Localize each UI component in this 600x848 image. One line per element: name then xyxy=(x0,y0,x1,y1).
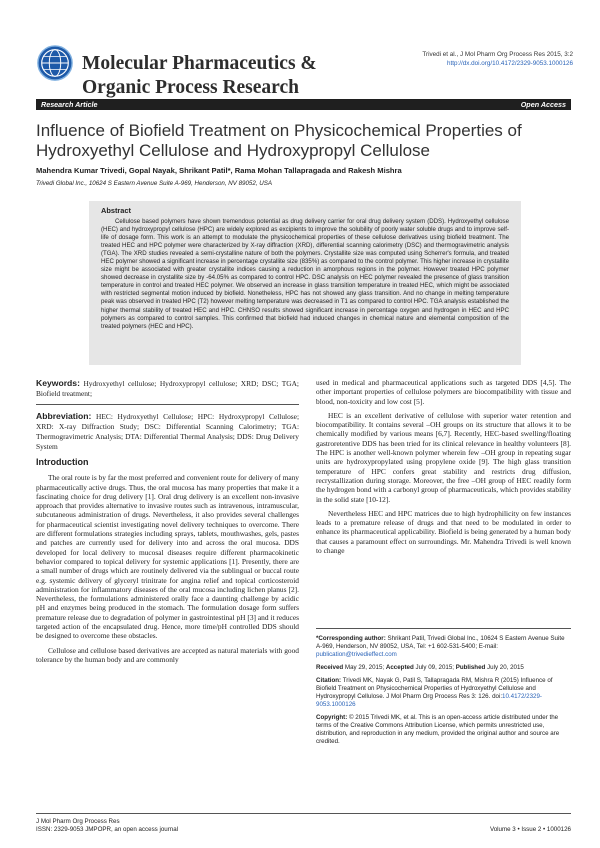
corresponding-author-label: *Corresponding author: xyxy=(316,635,386,642)
introduction-heading: Introduction xyxy=(36,457,89,467)
journal-logo-icon xyxy=(36,44,74,82)
publication-dates xyxy=(316,664,571,672)
header-citation-text: Trivedi et al., J Mol Pharm Org Process Res 2015, 3:2 xyxy=(422,51,573,58)
article-title: Influence of Biofield Treatment on Physicochemical Properties of Hydroxyethyl Cellulose and Hydroxypropyl Cellulose xyxy=(36,121,522,160)
footer-issn: ISSN: 2329-9053 JMPOPR, an open access journal xyxy=(36,826,179,833)
keywords-label: Keywords: xyxy=(36,378,80,388)
accepted-label: Accepted xyxy=(385,664,414,671)
corresponding-author-text: Shrikant Patil, Trivedi Global Inc., 10624 S Eastern Avenue Suite A-969, Henderson, NV 89052, USA, Tel: +1 602-531-5400; E-mail: xyxy=(316,635,565,650)
introduction-paragraph-2: Cellulose and cellulose based derivatives are accepted as natural materials with good tolerance by the human body and are commonly xyxy=(36,645,299,664)
abbreviation-paragraph xyxy=(36,411,299,452)
keywords-paragraph xyxy=(36,378,299,399)
article-type-banner xyxy=(36,99,571,110)
journal-name-line2: Organic Process Research xyxy=(82,77,299,98)
keywords-text: Hydroxyethyl cellulose; Hydroxypropyl cellulose; XRD; DSC; TGA; Biofield treatment; xyxy=(36,379,299,398)
citation-paragraph xyxy=(316,677,571,709)
journal-name-line1: Molecular Pharmaceutics & xyxy=(82,53,317,74)
body-paragraph-1: HEC is an excellent derivative of cellulose with superior water retention and biocompatibility. It contains several –OH groups on its structure that allows it to be chemically modified by various means [6,7]. Recently, HEC-based swelling/floating gastroretentive DDS has been tried for its clinical relevance in healthy volunteers [8]. The HPC is another well-known polymer wherein few –OH group in repeating sugar units are hydroxypropylated using propylene oxide [9]. The high glass transition temperature of HPC confers great stability and restricts drug diffusion, recrystallization during storage. Moreover, the free –OH group of HEC readily form the hydrogen bond with a carbonyl group of pharmaceuticals, which provides stability in the solid state [10-12]. xyxy=(316,410,571,504)
citation-doi-link[interactable]: 10.4172/2329-9053.1000126 xyxy=(316,693,542,708)
body-paragraph-0: used in medical and pharmaceutical applications such as targeted DDS [4,5]. The other important properties of cellulose polymers are biocompatibility with tissue and blood, non-toxicity and low cost [5]. xyxy=(316,378,571,406)
citation-text: Trivedi MK, Nayak G, Patil S, Tallapragada RM, Mishra R (2015) Influence of Biofield Treatment on Physicochemical Properties of Hydroxyethyl Cellulose and Hydroxypropyl Cellulose. J Mol Pharm Org Process Res 3: 126. doi: xyxy=(316,677,553,700)
footer-volume-issue: Volume 3 • Issue 2 • 1000126 xyxy=(489,826,571,833)
journal-name xyxy=(82,52,317,100)
page-footer xyxy=(36,813,571,834)
introduction-paragraph-1: The oral route is by far the most preferred and convenient route for delivery of many pharmaceutically active drugs. Thus, the oral mucosa has many properties that make it a fascinating choice for drug delivery [1]. Oral drug delivery is an excellent non-invasive approach that provides alternative to invasive routes such as intravenous, intramuscular, subcutaneous administration of drugs. Nevertheless, it also provides several challenges for pharmaceutical scientist investigating novel delivery techniques to overcome. There are different formulations strategies including sprays, tablets, mouthwashes, gels, pastes and patches are currently used for delivery into and across the oral mucosa. DDS developed for local delivery to mucosal diseases require different pharmacokinetic behavior compared to topical delivery for systemic applications [1]. Presently, there are a small number of drugs which are routinely delivered via the sublingual or buccal route e.g. systemic delivery of glyceryl trinitrate for angina relief and topical corticosteroid administration for inflammatory diseases of the oral mucosa including lichen planus [2]. Nevertheless, the formulations administered orally face a daunting challenge by acidic pH and enzymes being produced in the stomach. The formulation dosage form suffers premature release due to degradation of polymer in gastrointestinal pH [3] and it reduces targeted action of the encapsulated drug. Hence, more time/pH controlled DDS should be designed to overcome these obstacles. xyxy=(36,473,299,641)
published-label: Published xyxy=(455,664,486,671)
footer-journal-title: J Mol Pharm Org Process Res xyxy=(36,818,120,825)
abbreviation-text: HEC: Hydroxyethyl Cellulose; HPC: Hydroxypropyl Cellulose; XRD: X-ray Diffraction Study; DSC: Differential Scanning Calorimetry; TGA: Thermogravimetric Analysis; DTA: Differential Thermal Analysis; DDS: Drug Delivery System xyxy=(36,412,299,451)
copyright-label: Copyright: xyxy=(316,714,348,721)
copyright-paragraph xyxy=(316,714,571,746)
author-list: Mahendra Kumar Trivedi, Gopal Nayak, Shrikant Patil*, Rama Mohan Tallapragada and Rakesh Mishra xyxy=(36,166,402,175)
accepted-date: July 09, 2015; xyxy=(415,664,454,671)
abstract-heading: Abstract xyxy=(101,206,131,215)
correspondence-block xyxy=(316,635,571,751)
left-column xyxy=(36,378,299,669)
abbreviation-label: Abbreviation: xyxy=(36,411,92,421)
corresponding-author xyxy=(316,635,571,659)
open-access-label: Open Access xyxy=(520,100,566,109)
corresponding-email-link[interactable]: publication@trivedieffect.com xyxy=(316,651,397,658)
citation-label: Citation: xyxy=(316,677,342,684)
header-doi-link[interactable]: http://dx.doi.org/10.4172/2329-9053.1000126 xyxy=(446,60,573,67)
header-citation xyxy=(422,50,573,68)
right-column xyxy=(316,378,571,560)
section-divider xyxy=(36,404,299,405)
copyright-text: © 2015 Trivedi MK, et al. This is an open-access article distributed under the terms of the Creative Commons Attribution License, which permits unrestricted use, distribution, and reproduction in any medium, provided the original author and source are credited. xyxy=(316,714,560,745)
received-date: May 29, 2015; xyxy=(344,664,385,671)
footer-journal-info xyxy=(36,818,178,834)
received-label: Received xyxy=(316,664,344,671)
article-type-label: Research Article xyxy=(41,100,98,109)
abstract-box xyxy=(89,201,521,365)
published-date: July 20, 2015 xyxy=(487,664,524,671)
abstract-text: Cellulose based polymers have shown tremendous potential as drug delivery carrier for oral drug delivery system (DDS). Hydroxyethyl cellulose (HEC) and hydroxypropyl cellulose (HPC) are widely explored as excipients to improve the solubility of poorly water soluble drugs and to improve self-life of dosage form. This work is an attempt to modulate the physicochemical properties of these cellulose derivatives using biofield treatment. The treated HEC and HPC polymer were characterized by X-ray diffraction (XRD), differential scanning calorimetry (DSC) and thermogravimetric analysis (TGA). The XRD studies revealed a semi-crystalline nature of both the polymers. Crystallite size was computed using Scherrer's formula, and treated HEC polymer showed a significant increase in percentage crystallite size (835%) as compared to the control polymer. This higher increase in crystallite size might be associated with greater crystallite indices causing a reduction in amorphous regions in the polymer. However treated HPC polymer showed decrease in crystallite size by -64.05% as compared to control HPC. DSC analysis on HEC polymer revealed the presence of glass transition temperature in control and treated HEC polymer. We observed an increase in glass transition temperature in treated HEC, which might be associated with restricted segmental motion induced by biofield. Nonetheless, HPC has not showed any glass transition. And no change in melting temperature peak was observed in treated HPC (T2) however melting temperature was decreased in T1 as compared to control HPC. TGA analysis established the higher thermal stability of treated HEC and HPC. CHNSO results showed significant increase in percentage oxygen and hydrogen in HEC and HPC polymers as compared to control samples. This confirmed that biofield had induced changes in chemical nature and elemental composition of the treated polymers (HEC and HPC). xyxy=(101,218,509,330)
correspondence-divider xyxy=(316,628,571,629)
author-affiliation: Trivedi Global Inc., 10624 S Eastern Avenue Suite A-969, Henderson, NV 89052, USA xyxy=(36,180,272,187)
body-paragraph-2: Nevertheless HEC and HPC matrices due to high hydrophilicity on few instances leads to a premature release of drugs and that need to be modulated in order to enhance its pharmaceutical applicability. Biofield is being generated by a human body that causes a paramount effect on surroundings. Mr. Mahendra Trivedi is well known to change xyxy=(316,508,571,556)
